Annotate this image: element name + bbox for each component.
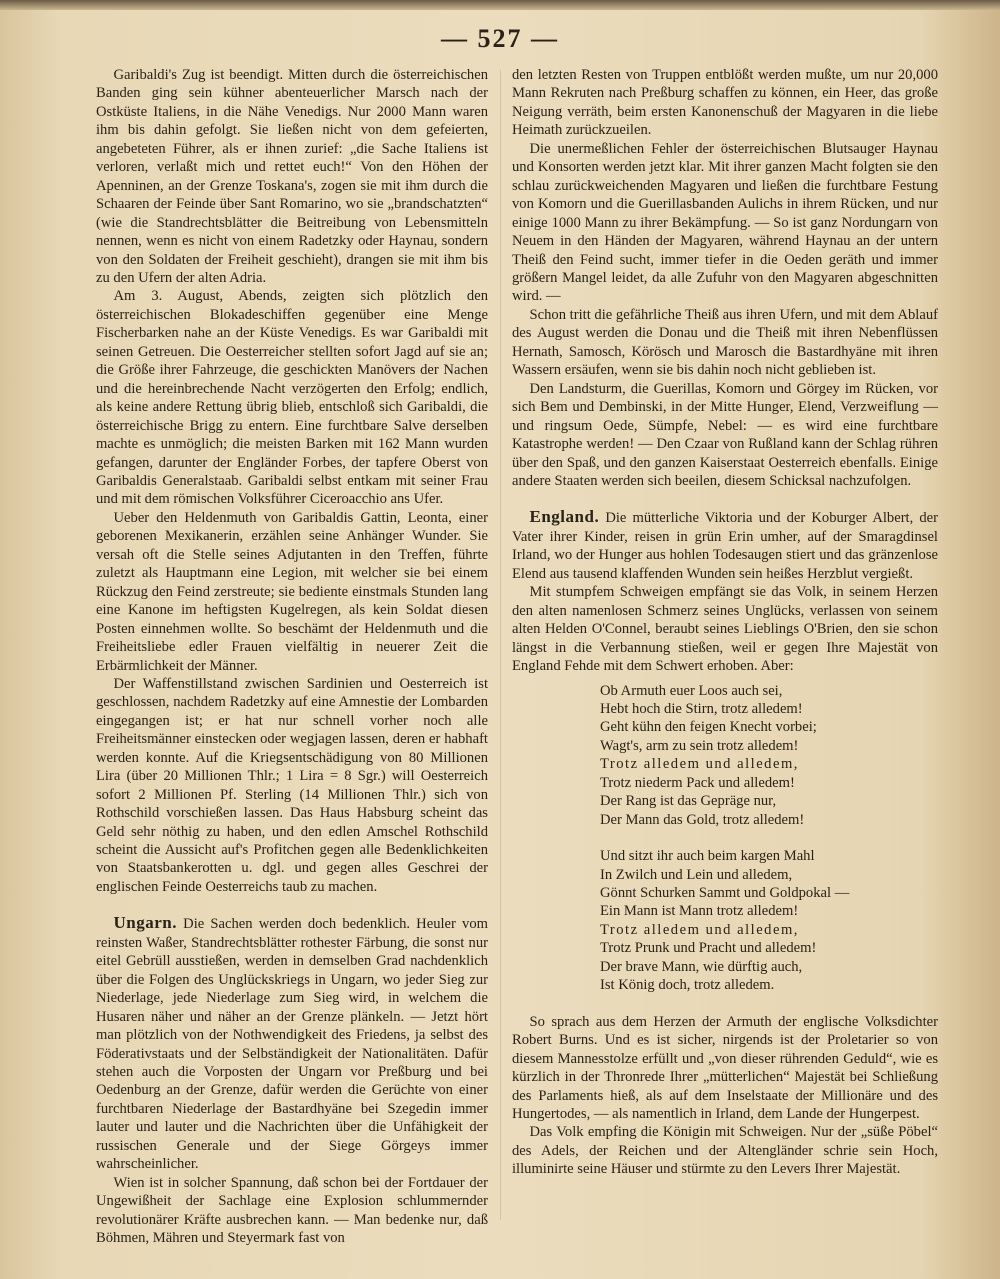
ungarn-lead: Die Sachen werden doch bedenklich. Heuler vom reinsten Waßer, Standrechtsblätter rothester Färbung, die sonst nur eitel Gebrüll ausstießen, werden in demselben Grad nachdenklich über die Folgen des Unglückskriegs in Ungarn, wo jeder Sieg zur Niederlage, jede Niederlage zum Sieg wird, in welchem die Husaren näher und näher an der Grenze plänkeln. — Jetzt hört man plötzlich von der Nothwendigkeit des Friedens, ja selbst des Föderativstaats und der Selbständigkeit der Nationalitäten. Dafür stehen auch die Vorposten der Ungarn vor Preßburg und bei Oedenburg an der Grenze, dafür werden die Gerüchte von einer furchtbaren Niederlage der Bastardhyäne bei Szegedin immer lauter und lauter und die Nachrichten über die Unfähigkeit der russischen Generale und der Siege Görgeys immer wahrscheinlicher. xyxy=(96,916,488,1173)
poem-line: Trotz alledem und alledem, xyxy=(600,921,799,938)
paragraph-leonta: Ueber den Heldenmuth von Garibaldis Gattin, Leonta, einer geborenen Mexikanerin, erzählen seine Anhänger Wunder. Sie versah oft die Stelle seines Adjutanten in den Treffen, führte zuletzt als Hauptmann eine Legion, mit welcher sie bei einem Rückzug den Feind zerstreute; sie bediente einstmals Stunden lang eine Kanone im heftigsten Kugelregen, als kein Soldat diesen Posten einnehmen wollte. So beschämt der Heldenmuth und die Freiheitsliebe edler Frauen vielfältig in neuerer Zeit die Erbärmlichkeit der Männer. xyxy=(96,509,488,674)
poem-line: Der Rang ist das Gepräge nur, xyxy=(600,793,777,810)
paragraph-schweigen: Mit stumpfem Schweigen empfängt sie das Volk, in seinem Herzen den alten namenlosen Schmerz seines Unglücks, verlassen von seinem alten Helden O'Connel, beraubt seines Lieblings O'Brien, den sie schon längst in die Verbannung stießen, weil er gegen Ihre Majestät von England Fehde mit dem Schwert erhoben. Aber: xyxy=(512,584,938,675)
poem-line: Trotz Prunk und Pracht und alledem! xyxy=(600,940,817,957)
poem-line: Der Mann das Gold, trotz alledem! xyxy=(600,811,805,828)
paragraph-garibaldi: Garibaldi's Zug ist beendigt. Mitten durch die österreichischen Banden ging sein kühner abenteuerlicher Marsch nach der Ostküste Italiens, in die Nähe Venedigs. Nur 2000 Mann waren ihm bis dahin gefolgt. Sie ließen nicht von dem gefeierten, angebeteten Führer, als er ihnen zurief: „die Sache Italiens ist verloren, verlaßt mich und rettet euch!“ Von den Höhen der Apenninen, an der Grenze Toskana's, zogen sie mit ihm durch die Schaaren der Feinde über Sant Romarino, wo sie „brandschatzten“ (wie die Standrechtsblätter die Beitreibung von Lebensmitteln nennen, wenn es nicht von einem Radetzky oder Haynau, sondern von den Soldaten der Freiheit geschieht), drangen sie mit ihm bis zu den Ufern der alten Adria. xyxy=(96,67,488,286)
section-england xyxy=(512,508,938,583)
paragraph-landsturm: Den Landsturm, die Guerillas, Komorn und Görgey im Rücken, vor sich Bem und Dembinski, in der Mitte Hunger, Elend, Verzweiflung — und ringsum Oede, Sümpfe, Nebel: — es wird eine furchtbare Katastrophe werden! — Den Czaar von Rußland kann der Schlag rühren über den Spaß, und den ganzen Kaiserstaat Oesterreich ebenfalls. Einige andere Staaten werden sich beeilen, diesem Schicksal nachzufolgen. xyxy=(512,380,938,489)
paragraph-volk: Das Volk empfing die Königin mit Schweigen. Nur der „süße Pöbel“ des Adels, der Reichen und der Altengländer schrie sein Hoch, illuminirte seine Häuser und stürmte zu den Levers Ihrer Majestät. xyxy=(512,1124,938,1178)
paragraph-continued: den letzten Resten von Truppen entblößt werden mußte, um nur 20,000 Mann Rekruten nach Preßburg schaffen zu können, ein Heer, das große Neigung verräth, beim ersten Kanonenschuß der Magyaren in die liebe Heimath zurückzueilen. xyxy=(512,67,938,139)
column-divider xyxy=(500,70,501,1220)
paragraph-wien: Wien ist in solcher Spannung, daß schon bei der Fortdauer der Ungewißheit der Sachlage eine Explosion schlummernder revolutionärer Kräfte ausbrechen kann. — Man bedenke nur, daß Böhmen, Mähren und Steyermark fast von xyxy=(96,1174,488,1247)
section-ungarn xyxy=(96,914,488,1173)
paragraph-burns: So sprach aus dem Herzen der Armuth der englische Volksdichter Robert Burns. Und es ist sicher, nirgends ist der Proletarier so von diesem Mannesstolze erfüllt und „von dieser rührenden Geduld“, wie es kürzlich in der Thronrede Ihrer „mütterlichen“ Majestät bei Schließung des Parlaments hieß, als auf dem Inselstaate der Millionäre und des Hungertodes, — als namentlich in Irland, dem Lande der Hungerpest. xyxy=(512,1013,938,1123)
page-number: — 527 — xyxy=(441,24,559,53)
poem-line: Trotz niederm Pack und alledem! xyxy=(600,774,795,791)
poem-line: Wagt's, arm zu sein trotz alledem! xyxy=(600,737,799,754)
poem-burns xyxy=(600,682,938,995)
poem-line: Gönnt Schurken Sammt und Goldpokal — xyxy=(600,885,850,902)
england-lead: Die mütterliche Viktoria und der Koburger Albert, der Vater ihrer Kinder, reisen in grün Erin umher, auf der Smaragdinsel Irland, wo der Hunger aus hohlen Todesaugen stiert und das gränzenlose Elend aus tausend klaffenden Wunden sein heißes Herzblut vergießt. xyxy=(512,510,938,582)
paragraph-theiss: Schon tritt die gefährliche Theiß aus ihren Ufern, und mit dem Ablauf des August werden die Donau und die Theiß mit ihren Nebenflüssen Hernath, Samosch, Körösch und Marosch die Bastardhyäne mit ihren Wassern ersäufen, wenn sie bis dahin noch nicht geblieben ist. xyxy=(512,306,938,379)
poem-line: In Zwilch und Lein und alledem, xyxy=(600,866,793,883)
paragraph-haynau: Die unermeßlichen Fehler der österreichischen Blutsauger Haynau und Konsorten werden jetzt klar. Mit ihrer ganzen Macht folgten sie den schlau zurückweichenden Magyaren und ließen die furchtbare Festung von Komorn und die Guerillasbanden Aulichs in ihrem Rücken, und nur einige 1000 Mann zu ihrer Bekämpfung. — So ist ganz Nordungarn von Neuem in den Händen der Magyaren, während Haynau an der untern Theiß den Feind sucht, immer tiefer in die Oeden geräth und immer größern Mangel leidet, da alle Zufuhr von den Magyaren abgeschnitten wird. — xyxy=(512,140,938,305)
paragraph-august: Am 3. August, Abends, zeigten sich plötzlich den österreichischen Blokadeschiffen gegenüber eine Menge Fischerbarken nahe an der Küste Venedigs. Es war Garibaldi mit seinen Getreuen. Die Oesterreicher stellten sofort Jagd auf sie an; die Größe ihrer Fahrzeuge, die geschickten Manövers der Nachen und die hereinbrechende Nacht verzögerten den Erfolg; endlich, als keine andere Rettung übrig blieb, entschloß sich Garibaldi, die österreichische Brigg zu entern. Eine furchtbare Salve derselben machte es unmöglich; die meisten Barken mit 162 Mann wurden gefangen, darunter der Engländer Forbes, der tapfere Oberst von Garibaldis Generalstaab. Garibaldi selbst entkam mit seiner Frau und mit dem römischen Volksführer Ciceroacchio ans Ufer. xyxy=(96,288,488,508)
poem-line: Geht kühn den feigen Knecht vorbei; xyxy=(600,719,817,736)
page-top-edge xyxy=(0,0,1000,10)
poem-line: Ob Armuth euer Loos auch sei, xyxy=(600,682,783,699)
poem-line: Ist König doch, trotz alledem. xyxy=(600,977,775,994)
paragraph-waffenstillstand: Der Waffenstillstand zwischen Sardinien und Oesterreich ist geschlossen, nachdem Radetzky auf eine Amnestie der Lombarden eingegangen ist; er hat nur schnell vorher noch alle Freiheitsmänner einstecken oder wegjagen lassen, deren er habhaft werden konnte. Auf die Kriegsentschädigung von 80 Millionen Lira (über 20 Millionen Thlr.; 1 Lira = 8 Sgr.) will Oesterreich sofort 2 Millionen Pf. Sterling (14 Millionen Thlr.) sich von Rothschild vorschießen lassen. Das Haus Habsburg scheint das Geld sehr nöthig zu haben, und den edlen Amschel Rothschild scheint die Aussicht auf's Profitchen gegen alle Bedenklichkeiten von Staatsbankerotten u. dgl. und gegen alles Geschrei der englischen Feinde Oesterreichs taub zu machen. xyxy=(96,675,488,895)
poem-line: Hebt hoch die Stirn, trotz alledem! xyxy=(600,700,803,717)
poem-stanza-1 xyxy=(600,682,938,830)
right-column xyxy=(512,66,938,1179)
poem-line: Trotz alledem und alledem, xyxy=(600,756,799,773)
section-heading-ungarn: Ungarn. xyxy=(113,913,177,933)
left-column xyxy=(96,66,488,1248)
poem-stanza-2 xyxy=(600,847,938,995)
poem-line: Und sitzt ihr auch beim kargen Mahl xyxy=(600,848,815,865)
section-heading-england: England. xyxy=(529,507,600,527)
poem-line: Ein Mann ist Mann trotz alledem! xyxy=(600,903,799,920)
poem-line: Der brave Mann, wie dürftig auch, xyxy=(600,958,803,975)
